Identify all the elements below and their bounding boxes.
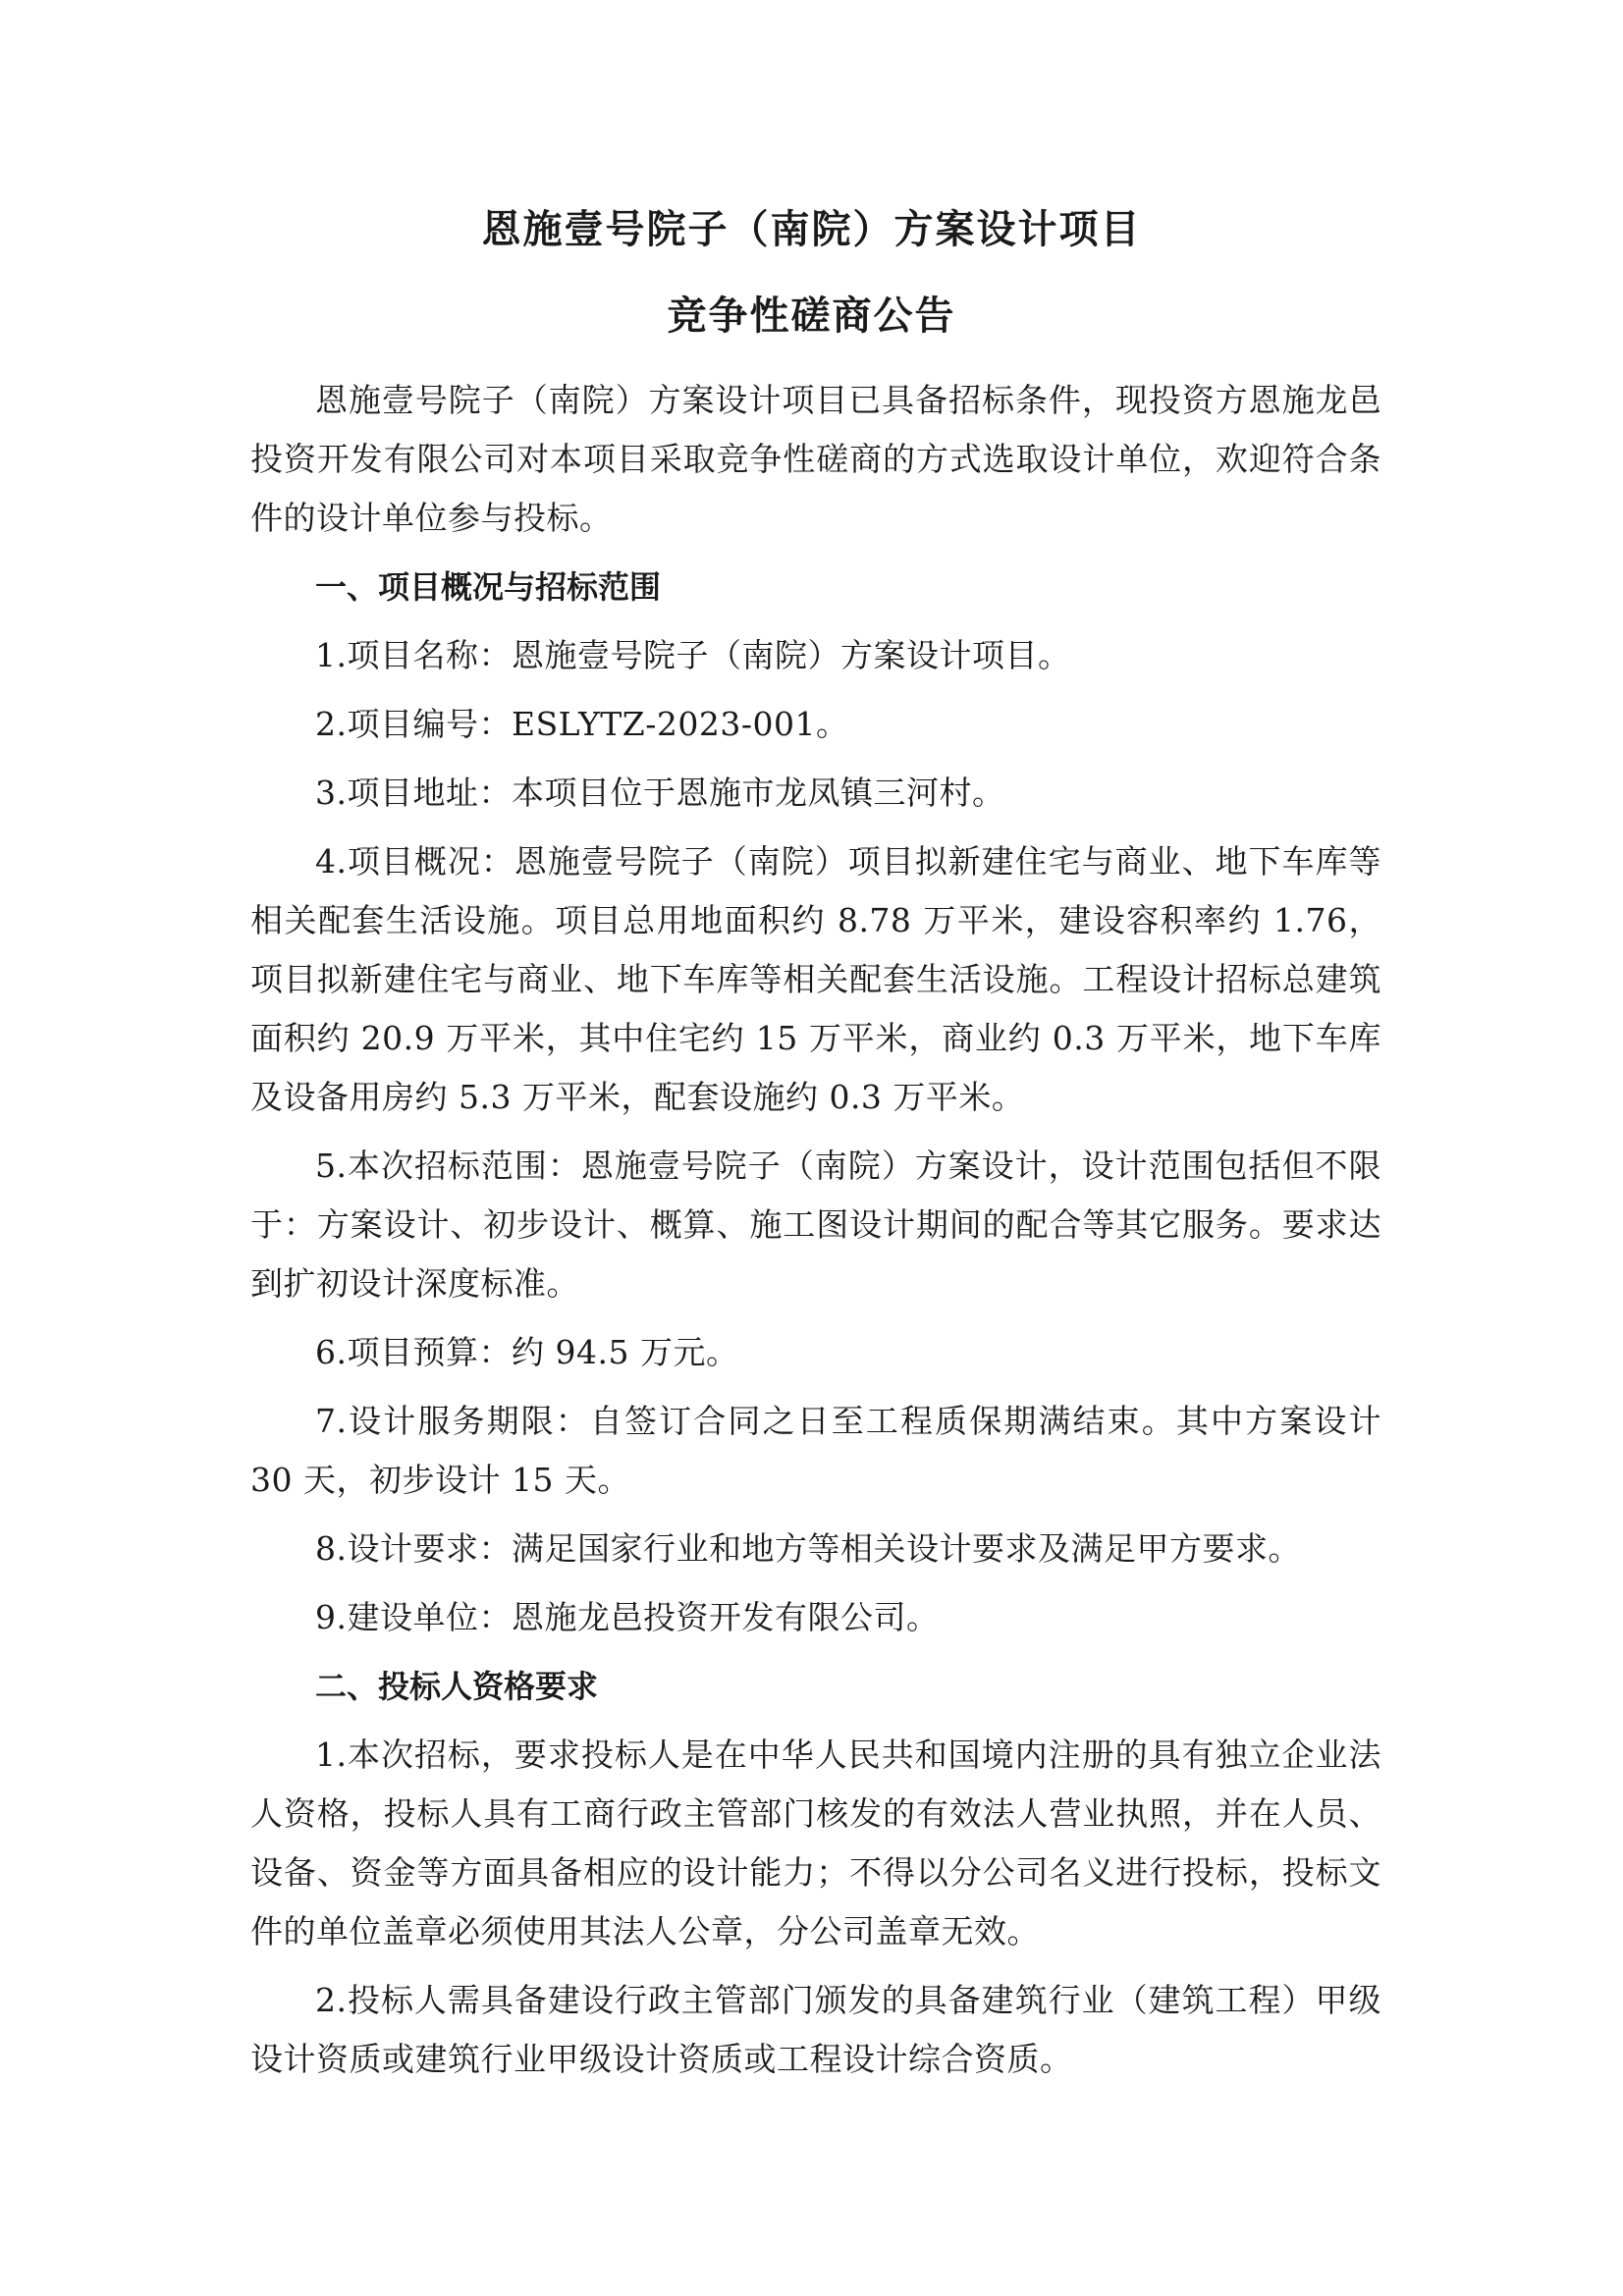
project-budget-item: 6.项目预算：约 94.5 万元。 [315,1333,739,1371]
document-title: 恩施壹号院子（南院）方案设计项目 [481,207,1142,252]
intro-paragraph: 恩施壹号院子（南院）方案设计项目已具备招标条件，现投资方恩施龙邑投资开发有限公司对本项目采取竞争性磋商的方式选取设计单位，欢迎符合条件的设计单位参与投标。 [250,381,1381,537]
project-address-item: 3.项目地址：本项目位于恩施市龙凤镇三河村。 [315,774,1005,812]
qualification-item-2: 2.投标人需具备建设行政主管部门颁发的具备建筑行业（建筑工程）甲级设计资质或建筑行业甲级设计资质或工程设计综合资质。 [250,1981,1381,2078]
project-overview-item: 4.项目概况：恩施壹号院子（南院）项目拟新建住宅与商业、地下车库等相关配套生活设施。项目总用地面积约 8.78 万平米，建设容积率约 1.76，项目拟新建住宅与商业、地下车库等相关配套生活设施。工程设计招标总建筑面积约 20.9 万平米，其中住宅约 15 万平米，商业约 0.3 万平米，地下车库及设备用房约 5.3 万平米，配套设施约 0.3 万平米。 [250,842,1381,1116]
section-heading-bidder-qualifications: 二、投标人资格要求 [315,1668,599,1705]
construction-unit-item: 9.建设单位：恩施龙邑投资开发有限公司。 [315,1598,940,1636]
project-number-item: 2.项目编号：ESLYTZ-2023-001。 [315,705,849,743]
design-requirements-item: 8.设计要求：满足国家行业和地方等相关设计要求及满足甲方要求。 [315,1529,1301,1568]
bid-scope-item: 5.本次招标范围：恩施壹号院子（南院）方案设计，设计范围包括但不限于：方案设计、初步设计、概算、施工图设计期间的配合等其它服务。要求达到扩初设计深度标准。 [250,1147,1381,1303]
document-body [250,371,1381,2099]
section-heading-project-overview: 一、项目概况与招标范围 [315,568,662,606]
project-name-item: 1.项目名称：恩施壹号院子（南院）方案设计项目。 [315,636,1071,674]
qualification-item-1: 1.本次招标，要求投标人是在中华人民共和国境内注册的具有独立企业法人资格，投标人具有工商行政主管部门核发的有效法人营业执照，并在人员、设备、资金等方面具备相应的设计能力；不得以分公司名义进行投标，投标文件的单位盖章必须使用其法人公章，分公司盖章无效。 [250,1735,1381,1950]
service-period-item: 7.设计服务期限：自签订合同之日至工程质保期满结束。其中方案设计 30 天，初步设计 15 天。 [250,1402,1381,1499]
document-subtitle: 竞争性磋商公告 [667,294,956,339]
